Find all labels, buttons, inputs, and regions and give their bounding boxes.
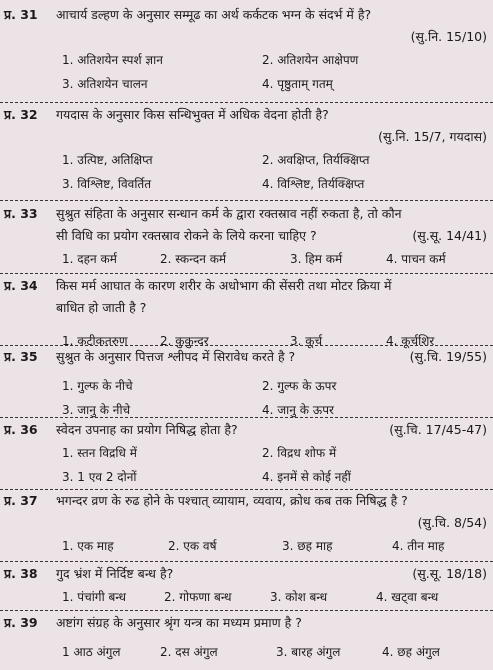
question-line — [0, 225, 493, 247]
option-1: 1. दहन कर्म — [62, 252, 117, 266]
reference: (सु.चि. 19/55) — [409, 349, 487, 364]
reference-line — [0, 126, 493, 148]
question-33 — [0, 203, 493, 271]
question-text: किस मर्म आघात के कारण शरीर के अधोभाग की सेंसरी तथा मोटर क्रिया में — [56, 278, 392, 293]
question-number: प्र. 38 — [4, 566, 38, 581]
option-4: 4. तीन माह — [392, 539, 445, 553]
question-text: बाधित हो जाती है ? — [56, 300, 147, 315]
option-4: 4. खट्वा बन्ध — [376, 590, 439, 604]
reference: (सु.सू. 18/18) — [412, 566, 487, 581]
option-3: 3. 1 एव 2 दोनों — [62, 470, 137, 484]
question-number: प्र. 37 — [4, 493, 38, 508]
question-text: भगन्दर व्रण के रुढ होने के पश्चात् व्यायाम, व्यवाय, क्रोध कब तक निषिद्ध है ? — [56, 493, 408, 508]
option-4: 4. पाचन कर्म — [386, 252, 446, 266]
question-text: सुश्रुत संहिता के अनुसार सन्धान कर्म के द्वारा रक्तस्राव नहीं रुकता है, तो कौन — [56, 206, 402, 221]
option-1: 1. एक माह — [62, 539, 114, 553]
option-3: 3. हिम कर्म — [290, 252, 343, 266]
option-3: 3. विश्लिष्ट, विवर्तित — [62, 177, 152, 191]
reference-line — [0, 512, 493, 534]
question-text: अष्टांग संग्रह के अनुसार श्रृंग यन्त्र का मध्यम प्रमाण है ? — [56, 615, 302, 630]
question-text: गयदास के अनुसार किस सन्धिभुक्त में अधिक वेदना होती है? — [56, 107, 329, 122]
option-2: 2. एक वर्ष — [168, 539, 217, 553]
option-1: 1. कटीकतरुण — [62, 334, 128, 348]
question-line — [0, 563, 493, 585]
question-line — [0, 203, 493, 225]
question-number: प्र. 34 — [4, 278, 38, 293]
option-1: 1. उत्पिष्ट, अतिक्षिप्त — [62, 153, 153, 167]
question-number: प्र. 35 — [4, 349, 38, 364]
question-38 — [0, 563, 493, 609]
options-row — [0, 585, 493, 609]
option-3: 3. अतिशयेन चालन — [62, 77, 148, 91]
question-number: प्र. 33 — [4, 206, 38, 221]
question-line — [0, 4, 493, 26]
question-line — [0, 104, 493, 126]
reference: (सु.नि. 15/10) — [410, 29, 487, 44]
question-number: प्र. 32 — [4, 107, 38, 122]
divider — [0, 102, 493, 103]
reference-line — [0, 26, 493, 48]
options-row — [0, 640, 493, 664]
option-3: 3. जानु के नीचे — [62, 403, 131, 417]
question-text: सी विधि का प्रयोग रक्तस्राव रोकने के लिये करना चाहिए ? — [56, 228, 317, 243]
option-3: 3. कूर्च — [290, 334, 323, 348]
divider — [0, 200, 493, 201]
option-1: 1. गुल्फ के नीचे — [62, 379, 133, 393]
question-36 — [0, 419, 493, 489]
question-35 — [0, 346, 493, 422]
option-1: 1. पंचांगी बन्ध — [62, 590, 127, 604]
question-line — [0, 490, 493, 512]
options-row — [0, 534, 493, 558]
reference: (सु.नि. 15/7, गयदास) — [378, 129, 487, 144]
option-2: 2. स्कन्दन कर्म — [160, 252, 227, 266]
options-row — [0, 72, 493, 96]
option-2: 2. विद्रध शोफ में — [262, 446, 337, 460]
question-number: प्र. 36 — [4, 422, 38, 437]
question-text: गुद भ्रंश में निर्दिष्ट बन्ध है? — [56, 566, 174, 581]
option-4: 4. जानु के ऊपर — [262, 403, 334, 417]
option-3: 3. छह माह — [282, 539, 333, 553]
question-39 — [0, 612, 493, 664]
options-row — [0, 465, 493, 489]
question-text: स्वेदन उपनाह का प्रयोग निषिद्ध होता है? — [56, 422, 238, 437]
option-2: 2. दस अंगुल — [160, 645, 218, 659]
question-line — [0, 612, 493, 634]
options-row — [0, 247, 493, 271]
question-number: प्र. 31 — [4, 7, 38, 22]
options-row — [0, 148, 493, 172]
question-text: सुश्रुत के अनुसार पित्तज श्लीपद में सिरावेध करते है ? — [56, 349, 296, 364]
question-31 — [0, 4, 493, 96]
option-2: 2. कुकुन्दर — [160, 334, 209, 348]
options-row — [0, 48, 493, 72]
option-4: 4. पृष्ठुताम् गतम् — [262, 77, 333, 91]
reference: (सु.सू. 14/41) — [412, 228, 487, 243]
option-1: 1 आठ अंगुल — [62, 645, 121, 659]
divider — [0, 417, 493, 418]
question-number: प्र. 39 — [4, 615, 38, 630]
option-2: 2. गुल्फ के ऊपर — [262, 379, 337, 393]
question-32 — [0, 104, 493, 196]
question-line — [0, 275, 493, 297]
question-line — [0, 297, 493, 319]
option-4: 4. इनमें से कोई नहीं — [262, 470, 351, 484]
option-2: 2. गोफणा बन्ध — [164, 590, 232, 604]
option-3: 3. कोश बन्ध — [270, 590, 328, 604]
reference: (सु.चि. 17/45-47) — [389, 422, 487, 437]
option-3: 3. बारह अंगुल — [276, 645, 341, 659]
divider — [0, 561, 493, 562]
reference: (सु.चि. 8/54) — [417, 515, 487, 530]
question-line — [0, 346, 493, 368]
question-line — [0, 419, 493, 441]
question-34 — [0, 275, 493, 353]
divider — [0, 610, 493, 611]
option-1: 1. अतिशयेन स्पर्श ज्ञान — [62, 53, 163, 67]
question-37 — [0, 490, 493, 558]
option-2: 2. अतिशयेन आक्षेपण — [262, 53, 359, 67]
options-row — [0, 441, 493, 465]
option-4: 4. विश्लिष्ट, तिर्यक्क्षिप्त — [262, 177, 365, 191]
divider — [0, 273, 493, 274]
option-4: 4. छह अंगुल — [382, 645, 440, 659]
options-row — [0, 172, 493, 196]
options-row — [0, 374, 493, 398]
question-text: आचार्य डल्हण के अनुसार सम्मूढ का अर्थ कर्कटक भग्न के संदर्भ में है? — [56, 7, 372, 22]
option-1: 1. स्तन विद्रधि में — [62, 446, 137, 460]
option-2: 2. अवक्षिप्त, तिर्यक्क्षिप्त — [262, 153, 370, 167]
option-4: 4. कूर्चशिर — [386, 334, 435, 348]
